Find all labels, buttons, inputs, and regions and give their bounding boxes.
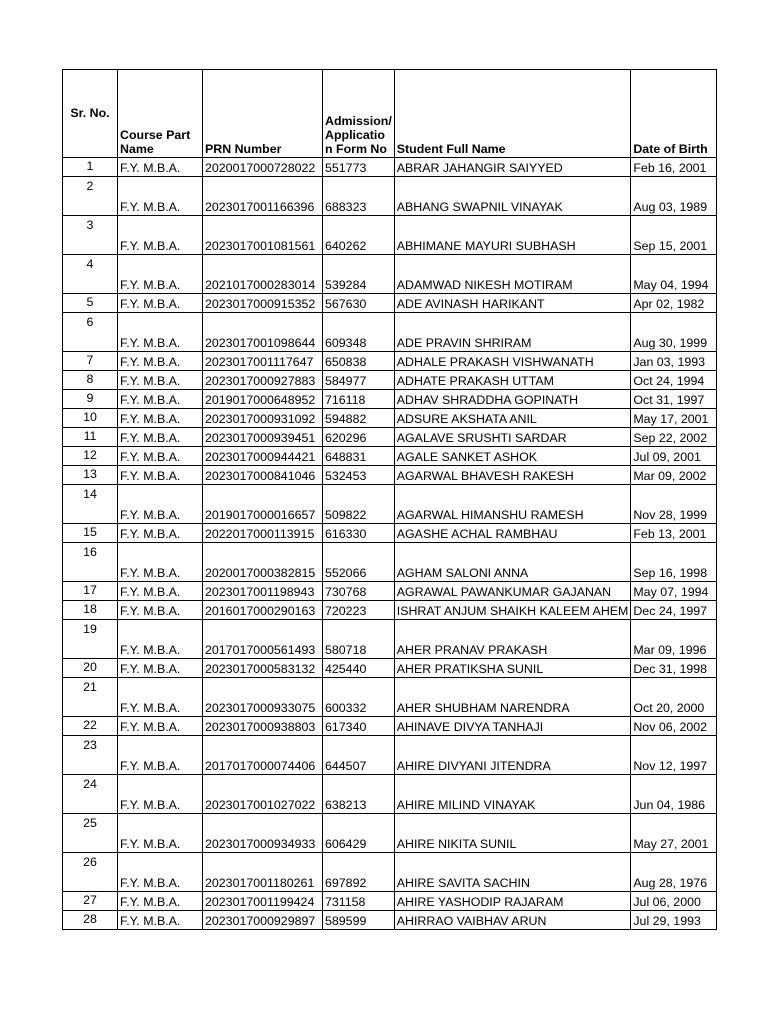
cell-course-part-name: F.Y. M.B.A. xyxy=(118,466,203,485)
header-student-full-name: Student Full Name xyxy=(394,70,631,158)
cell-sr-no: 7 xyxy=(63,352,118,371)
cell-prn-number: 2017017000561493 xyxy=(203,620,323,659)
cell-admission-form-no: 606429 xyxy=(323,814,395,853)
cell-sr-no: 27 xyxy=(63,892,118,911)
cell-course-part-name: F.Y. M.B.A. xyxy=(118,543,203,582)
cell-student-full-name: ADE AVINASH HARIKANT xyxy=(394,294,631,313)
cell-course-part-name: F.Y. M.B.A. xyxy=(118,524,203,543)
cell-sr-no: 22 xyxy=(63,717,118,736)
cell-prn-number: 2019017000648952 xyxy=(203,390,323,409)
cell-date-of-birth: Mar 09, 1996 xyxy=(631,620,717,659)
cell-course-part-name: F.Y. M.B.A. xyxy=(118,814,203,853)
cell-prn-number: 2021017000283014 xyxy=(203,255,323,294)
cell-date-of-birth: Jun 04, 1986 xyxy=(631,775,717,814)
cell-date-of-birth: Nov 12, 1997 xyxy=(631,736,717,775)
cell-date-of-birth: Jan 03, 1993 xyxy=(631,352,717,371)
table-row xyxy=(63,678,717,717)
header-date-of-birth: Date of Birth xyxy=(631,70,717,158)
table-row xyxy=(63,390,717,409)
cell-student-full-name: AHIRE DIVYANI JITENDRA xyxy=(394,736,631,775)
table-row xyxy=(63,717,717,736)
cell-date-of-birth: Dec 31, 1998 xyxy=(631,659,717,678)
cell-course-part-name: F.Y. M.B.A. xyxy=(118,447,203,466)
cell-admission-form-no: 617340 xyxy=(323,717,395,736)
table-body xyxy=(63,158,717,930)
cell-prn-number: 2023017001180261 xyxy=(203,853,323,892)
table-row xyxy=(63,659,717,678)
cell-student-full-name: AHIRE SAVITA SACHIN xyxy=(394,853,631,892)
cell-admission-form-no: 594882 xyxy=(323,409,395,428)
cell-student-full-name: ISHRAT ANJUM SHAIKH KALEEM AHEM xyxy=(394,601,631,620)
cell-sr-no: 24 xyxy=(63,775,118,814)
cell-sr-no: 21 xyxy=(63,678,118,717)
cell-admission-form-no: 509822 xyxy=(323,485,395,524)
cell-admission-form-no: 648831 xyxy=(323,447,395,466)
cell-prn-number: 2022017000113915 xyxy=(203,524,323,543)
cell-admission-form-no: 620296 xyxy=(323,428,395,447)
cell-sr-no: 2 xyxy=(63,177,118,216)
cell-prn-number: 2023017001027022 xyxy=(203,775,323,814)
cell-date-of-birth: May 07, 1994 xyxy=(631,582,717,601)
cell-date-of-birth: Oct 20, 2000 xyxy=(631,678,717,717)
cell-admission-form-no: 539284 xyxy=(323,255,395,294)
cell-prn-number: 2023017000944421 xyxy=(203,447,323,466)
header-row xyxy=(63,70,717,158)
cell-sr-no: 25 xyxy=(63,814,118,853)
cell-date-of-birth: Dec 24, 1997 xyxy=(631,601,717,620)
cell-course-part-name: F.Y. M.B.A. xyxy=(118,736,203,775)
cell-sr-no: 5 xyxy=(63,294,118,313)
cell-admission-form-no: 600332 xyxy=(323,678,395,717)
cell-date-of-birth: May 27, 2001 xyxy=(631,814,717,853)
cell-sr-no: 9 xyxy=(63,390,118,409)
cell-prn-number: 2023017000927883 xyxy=(203,371,323,390)
cell-admission-form-no: 720223 xyxy=(323,601,395,620)
cell-course-part-name: F.Y. M.B.A. xyxy=(118,352,203,371)
cell-student-full-name: AHER SHUBHAM NARENDRA xyxy=(394,678,631,717)
cell-course-part-name: F.Y. M.B.A. xyxy=(118,390,203,409)
cell-admission-form-no: 616330 xyxy=(323,524,395,543)
cell-sr-no: 14 xyxy=(63,485,118,524)
cell-prn-number: 2017017000074406 xyxy=(203,736,323,775)
table-row xyxy=(63,428,717,447)
cell-date-of-birth: Sep 16, 1998 xyxy=(631,543,717,582)
cell-student-full-name: AGASHE ACHAL RAMBHAU xyxy=(394,524,631,543)
table-row xyxy=(63,409,717,428)
cell-prn-number: 2020017000382815 xyxy=(203,543,323,582)
cell-date-of-birth: Nov 28, 1999 xyxy=(631,485,717,524)
cell-course-part-name: F.Y. M.B.A. xyxy=(118,158,203,177)
header-admission-form-no: Admission/ Applicatio n Form No xyxy=(323,70,395,158)
cell-student-full-name: AHIRE YASHODIP RAJARAM xyxy=(394,892,631,911)
cell-course-part-name: F.Y. M.B.A. xyxy=(118,582,203,601)
table-row xyxy=(63,582,717,601)
cell-student-full-name: AHIRE MILIND VINAYAK xyxy=(394,775,631,814)
table-row xyxy=(63,158,717,177)
table-row xyxy=(63,352,717,371)
cell-student-full-name: ADHATE PRAKASH UTTAM xyxy=(394,371,631,390)
table-row xyxy=(63,177,717,216)
cell-admission-form-no: 644507 xyxy=(323,736,395,775)
cell-date-of-birth: May 04, 1994 xyxy=(631,255,717,294)
cell-sr-no: 3 xyxy=(63,216,118,255)
cell-prn-number: 2023017000583132 xyxy=(203,659,323,678)
cell-sr-no: 8 xyxy=(63,371,118,390)
cell-admission-form-no: 730768 xyxy=(323,582,395,601)
cell-date-of-birth: Mar 09, 2002 xyxy=(631,466,717,485)
cell-date-of-birth: Jul 06, 2000 xyxy=(631,892,717,911)
cell-course-part-name: F.Y. M.B.A. xyxy=(118,659,203,678)
cell-course-part-name: F.Y. M.B.A. xyxy=(118,294,203,313)
cell-student-full-name: ADSURE AKSHATA ANIL xyxy=(394,409,631,428)
cell-student-full-name: AGALE SANKET ASHOK xyxy=(394,447,631,466)
table-row xyxy=(63,601,717,620)
cell-course-part-name: F.Y. M.B.A. xyxy=(118,892,203,911)
cell-student-full-name: ABRAR JAHANGIR SAIYYED xyxy=(394,158,631,177)
header-course-part-name: Course Part Name xyxy=(118,70,203,158)
cell-date-of-birth: Sep 22, 2002 xyxy=(631,428,717,447)
cell-sr-no: 15 xyxy=(63,524,118,543)
cell-admission-form-no: 589599 xyxy=(323,911,395,930)
cell-sr-no: 20 xyxy=(63,659,118,678)
cell-admission-form-no: 609348 xyxy=(323,313,395,352)
cell-course-part-name: F.Y. M.B.A. xyxy=(118,371,203,390)
cell-date-of-birth: Jul 09, 2001 xyxy=(631,447,717,466)
table-row xyxy=(63,853,717,892)
cell-admission-form-no: 425440 xyxy=(323,659,395,678)
cell-sr-no: 17 xyxy=(63,582,118,601)
cell-prn-number: 2023017001166396 xyxy=(203,177,323,216)
cell-prn-number: 2020017000728022 xyxy=(203,158,323,177)
table-row xyxy=(63,371,717,390)
cell-student-full-name: AGARWAL BHAVESH RAKESH xyxy=(394,466,631,485)
cell-student-full-name: AGHAM SALONI ANNA xyxy=(394,543,631,582)
cell-date-of-birth: Aug 03, 1989 xyxy=(631,177,717,216)
cell-student-full-name: AHIRRAO VAIBHAV ARUN xyxy=(394,911,631,930)
table-row xyxy=(63,485,717,524)
cell-sr-no: 6 xyxy=(63,313,118,352)
table-row xyxy=(63,447,717,466)
cell-course-part-name: F.Y. M.B.A. xyxy=(118,255,203,294)
cell-course-part-name: F.Y. M.B.A. xyxy=(118,428,203,447)
cell-admission-form-no: 532453 xyxy=(323,466,395,485)
cell-prn-number: 2016017000290163 xyxy=(203,601,323,620)
cell-admission-form-no: 731158 xyxy=(323,892,395,911)
cell-admission-form-no: 567630 xyxy=(323,294,395,313)
cell-date-of-birth: Oct 24, 1994 xyxy=(631,371,717,390)
cell-course-part-name: F.Y. M.B.A. xyxy=(118,853,203,892)
cell-sr-no: 18 xyxy=(63,601,118,620)
cell-admission-form-no: 640262 xyxy=(323,216,395,255)
cell-prn-number: 2023017001198943 xyxy=(203,582,323,601)
cell-sr-no: 4 xyxy=(63,255,118,294)
cell-sr-no: 10 xyxy=(63,409,118,428)
cell-course-part-name: F.Y. M.B.A. xyxy=(118,678,203,717)
table-row xyxy=(63,255,717,294)
cell-date-of-birth: May 17, 2001 xyxy=(631,409,717,428)
cell-admission-form-no: 584977 xyxy=(323,371,395,390)
cell-prn-number: 2023017000939451 xyxy=(203,428,323,447)
cell-admission-form-no: 716118 xyxy=(323,390,395,409)
table-row xyxy=(63,313,717,352)
cell-student-full-name: ABHIMANE MAYURI SUBHASH xyxy=(394,216,631,255)
cell-prn-number: 2019017000016657 xyxy=(203,485,323,524)
table-row xyxy=(63,736,717,775)
cell-course-part-name: F.Y. M.B.A. xyxy=(118,775,203,814)
cell-prn-number: 2023017000931092 xyxy=(203,409,323,428)
table-row xyxy=(63,524,717,543)
cell-course-part-name: F.Y. M.B.A. xyxy=(118,177,203,216)
table-row xyxy=(63,775,717,814)
student-list-table xyxy=(62,69,717,930)
cell-course-part-name: F.Y. M.B.A. xyxy=(118,911,203,930)
cell-prn-number: 2023017001098644 xyxy=(203,313,323,352)
cell-admission-form-no: 551773 xyxy=(323,158,395,177)
cell-prn-number: 2023017000933075 xyxy=(203,678,323,717)
cell-date-of-birth: Aug 28, 1976 xyxy=(631,853,717,892)
cell-student-full-name: AGALAVE SRUSHTI SARDAR xyxy=(394,428,631,447)
cell-course-part-name: F.Y. M.B.A. xyxy=(118,717,203,736)
cell-student-full-name: AHIRE NIKITA SUNIL xyxy=(394,814,631,853)
cell-prn-number: 2023017000915352 xyxy=(203,294,323,313)
cell-prn-number: 2023017000841046 xyxy=(203,466,323,485)
header-prn-number: PRN Number xyxy=(203,70,323,158)
cell-admission-form-no: 688323 xyxy=(323,177,395,216)
cell-date-of-birth: Aug 30, 1999 xyxy=(631,313,717,352)
cell-student-full-name: ADHAV SHRADDHA GOPINATH xyxy=(394,390,631,409)
table-row xyxy=(63,911,717,930)
cell-prn-number: 2023017001117647 xyxy=(203,352,323,371)
cell-student-full-name: AHINAVE DIVYA TANHAJI xyxy=(394,717,631,736)
cell-prn-number: 2023017001199424 xyxy=(203,892,323,911)
cell-sr-no: 11 xyxy=(63,428,118,447)
cell-course-part-name: F.Y. M.B.A. xyxy=(118,313,203,352)
cell-date-of-birth: Sep 15, 2001 xyxy=(631,216,717,255)
cell-date-of-birth: Feb 16, 2001 xyxy=(631,158,717,177)
cell-sr-no: 26 xyxy=(63,853,118,892)
header-sr-no: Sr. No. xyxy=(63,70,118,158)
cell-student-full-name: AHER PRANAV PRAKASH xyxy=(394,620,631,659)
table-row xyxy=(63,216,717,255)
cell-student-full-name: AHER PRATIKSHA SUNIL xyxy=(394,659,631,678)
cell-student-full-name: ADE PRAVIN SHRIRAM xyxy=(394,313,631,352)
cell-student-full-name: AGRAWAL PAWANKUMAR GAJANAN xyxy=(394,582,631,601)
cell-prn-number: 2023017000929897 xyxy=(203,911,323,930)
cell-date-of-birth: Oct 31, 1997 xyxy=(631,390,717,409)
cell-sr-no: 23 xyxy=(63,736,118,775)
cell-course-part-name: F.Y. M.B.A. xyxy=(118,409,203,428)
cell-sr-no: 28 xyxy=(63,911,118,930)
cell-admission-form-no: 650838 xyxy=(323,352,395,371)
cell-date-of-birth: Apr 02, 1982 xyxy=(631,294,717,313)
cell-course-part-name: F.Y. M.B.A. xyxy=(118,620,203,659)
cell-sr-no: 13 xyxy=(63,466,118,485)
cell-date-of-birth: Nov 06, 2002 xyxy=(631,717,717,736)
cell-sr-no: 19 xyxy=(63,620,118,659)
cell-student-full-name: ADHALE PRAKASH VISHWANATH xyxy=(394,352,631,371)
cell-date-of-birth: Feb 13, 2001 xyxy=(631,524,717,543)
cell-admission-form-no: 552066 xyxy=(323,543,395,582)
cell-student-full-name: AGARWAL HIMANSHU RAMESH xyxy=(394,485,631,524)
cell-admission-form-no: 638213 xyxy=(323,775,395,814)
table-row xyxy=(63,466,717,485)
cell-student-full-name: ADAMWAD NIKESH MOTIRAM xyxy=(394,255,631,294)
cell-course-part-name: F.Y. M.B.A. xyxy=(118,485,203,524)
cell-sr-no: 16 xyxy=(63,543,118,582)
cell-course-part-name: F.Y. M.B.A. xyxy=(118,216,203,255)
table-row xyxy=(63,892,717,911)
table-row xyxy=(63,543,717,582)
cell-admission-form-no: 580718 xyxy=(323,620,395,659)
table-row xyxy=(63,294,717,313)
cell-course-part-name: F.Y. M.B.A. xyxy=(118,601,203,620)
cell-sr-no: 1 xyxy=(63,158,118,177)
table-row xyxy=(63,620,717,659)
cell-prn-number: 2023017000934933 xyxy=(203,814,323,853)
cell-prn-number: 2023017000938803 xyxy=(203,717,323,736)
cell-date-of-birth: Jul 29, 1993 xyxy=(631,911,717,930)
cell-admission-form-no: 697892 xyxy=(323,853,395,892)
cell-prn-number: 2023017001081561 xyxy=(203,216,323,255)
cell-sr-no: 12 xyxy=(63,447,118,466)
table-row xyxy=(63,814,717,853)
cell-student-full-name: ABHANG SWAPNIL VINAYAK xyxy=(394,177,631,216)
